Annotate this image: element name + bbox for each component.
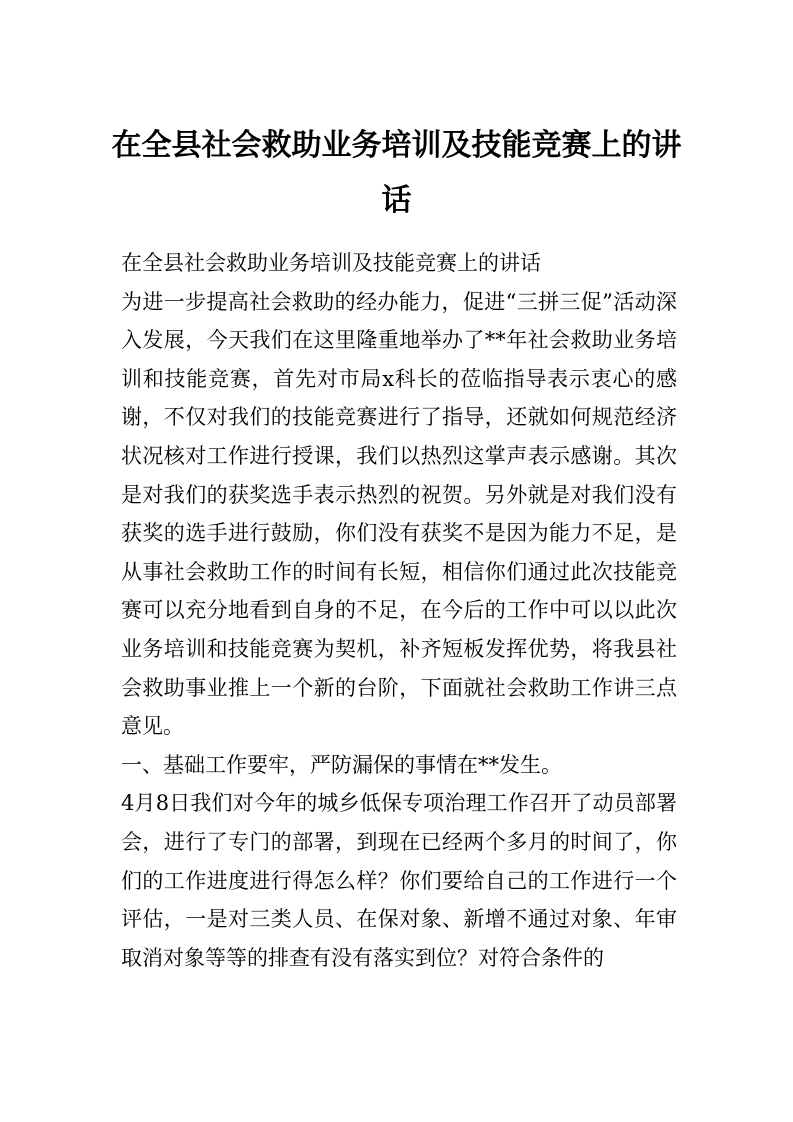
document-body — [121, 244, 677, 977]
paragraph-subtitle: 在全县社会救助业务培训及技能竞赛上的讲话 — [121, 251, 541, 275]
paragraph-heading-1: 一、基础工作要牢，严防漏保的事情在**发生。 — [121, 752, 562, 777]
paragraph-intro: 为进一步提高社会救助的经办能力，促进“三拼三促”活动深入发展，今天我们在这里隆重地举办了**年社会救助业务培训和技能竞赛，首先对市局x科长的莅临指导表示衷心的感谢，不仅对我们的技能竞赛进行了指导，还就如何规范经济状况核对工作进行授课，我们以热烈这掌声表示感谢。其次是对我们的获奖选手表示热烈的祝贺。另外就是对我们没有获奖的选手进行鼓励，你们没有获奖不是因为能力不足，是从事社会救助工作的时间有长短，相信你们通过此次技能竞赛可以充分地看到自身的不足，在今后的工作中可以以此次业务培训和技能竞赛为契机，补齐短板发挥优势，将我县社会救助事业推上一个新的台阶，下面就社会救助工作讲三点意见。 — [121, 289, 677, 739]
document-title: 在全县社会救助业务培训及技能竞赛上的讲话 — [111, 128, 682, 218]
paragraph-body-1: 4月8日我们对今年的城乡低保专项治理工作召开了动员部署会，进行了专门的部署，到现在已经两个多月的时间了，你们的工作进度进行得怎么样？你们要给自己的工作进行一个评估，一是对三类人员、在保对象、新增不通过对象、年审取消对象等等的排查有没有落实到位？对符合条件的 — [121, 791, 677, 970]
